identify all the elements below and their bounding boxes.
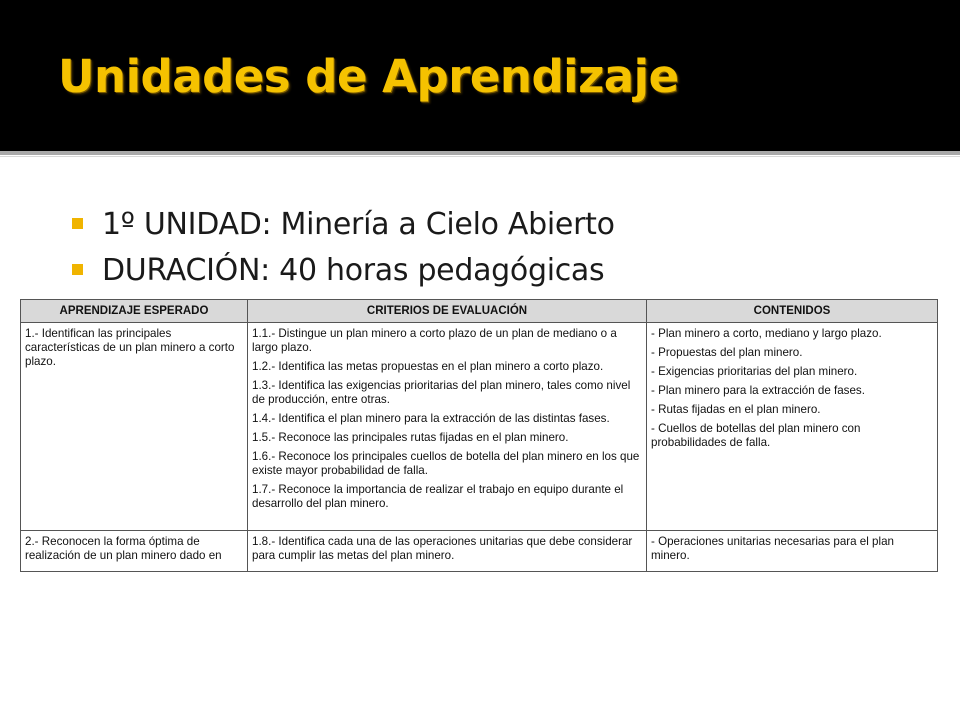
criterio-item: 1.8.- Identifica cada una de las operaciones unitarias que debe considerar para cumplir las metas del plan minero.: [252, 535, 633, 562]
criterio-item: 1.1.- Distingue un plan minero a corto plazo de un plan de mediano o a largo plazo.: [252, 327, 617, 354]
cell-aprendizaje: [21, 531, 248, 572]
cell-contenidos: [647, 531, 938, 572]
cell-criterios: [248, 323, 647, 531]
square-bullet-icon: [72, 264, 83, 275]
bullet-text: DURACIÓN: 40 horas pedagógicas: [102, 253, 605, 288]
cell-aprendizaje: [21, 323, 248, 531]
contenido-item: - Propuestas del plan minero.: [651, 346, 803, 359]
title-divider: [0, 151, 960, 155]
criterio-item: 1.3.- Identifica las exigencias prioritarias del plan minero, tales como nivel de producción, entre otras.: [252, 379, 631, 406]
contenido-item: - Rutas fijadas en el plan minero.: [651, 403, 821, 416]
learning-units-table: [20, 299, 938, 572]
table-row: [21, 531, 938, 572]
header-contenidos: CONTENIDOS: [647, 300, 938, 323]
table-row: [21, 323, 938, 531]
bullet-text: 1º UNIDAD: Minería a Cielo Abierto: [102, 207, 615, 242]
criterio-item: 1.5.- Reconoce las principales rutas fijadas en el plan minero.: [252, 431, 569, 444]
aprendizaje-text: 2.- Reconocen la forma óptima de realización de un plan minero dado en: [25, 535, 222, 562]
contenido-item: - Plan minero a corto, mediano y largo plazo.: [651, 327, 882, 340]
header-criterios: CRITERIOS DE EVALUACIÓN: [248, 300, 647, 323]
header-aprendizaje: APRENDIZAJE ESPERADO: [21, 300, 248, 323]
bullet-item-unidad: [72, 202, 615, 248]
cell-criterios: [248, 531, 647, 572]
criterio-item: 1.6.- Reconoce los principales cuellos de botella del plan minero en los que existe mayor probabilidad de falla.: [252, 450, 640, 477]
square-bullet-icon: [72, 218, 83, 229]
contenido-item: - Operaciones unitarias necesarias para el plan minero.: [651, 535, 894, 562]
bullet-item-duracion: [72, 248, 615, 294]
title-divider-thin: [0, 156, 960, 157]
title-bar: [0, 0, 960, 151]
bullet-list: [72, 202, 615, 294]
criterio-item: 1.4.- Identifica el plan minero para la extracción de las distintas fases.: [252, 412, 610, 425]
table-header-row: [21, 300, 938, 323]
cell-contenidos: [647, 323, 938, 531]
contenido-item: - Plan minero para la extracción de fases.: [651, 384, 865, 397]
aprendizaje-text: 1.- Identifican las principales características de un plan minero a corto plazo.: [25, 327, 235, 368]
criterio-item: 1.7.- Reconoce la importancia de realizar el trabajo en equipo durante el desarrollo del plan minero.: [252, 483, 624, 510]
slide-title: Unidades de Aprendizaje: [58, 50, 679, 103]
criterio-item: 1.2.- Identifica las metas propuestas en el plan minero a corto plazo.: [252, 360, 604, 373]
contenido-item: - Cuellos de botellas del plan minero con probabilidades de falla.: [651, 422, 861, 449]
contenido-item: - Exigencias prioritarias del plan minero.: [651, 365, 858, 378]
